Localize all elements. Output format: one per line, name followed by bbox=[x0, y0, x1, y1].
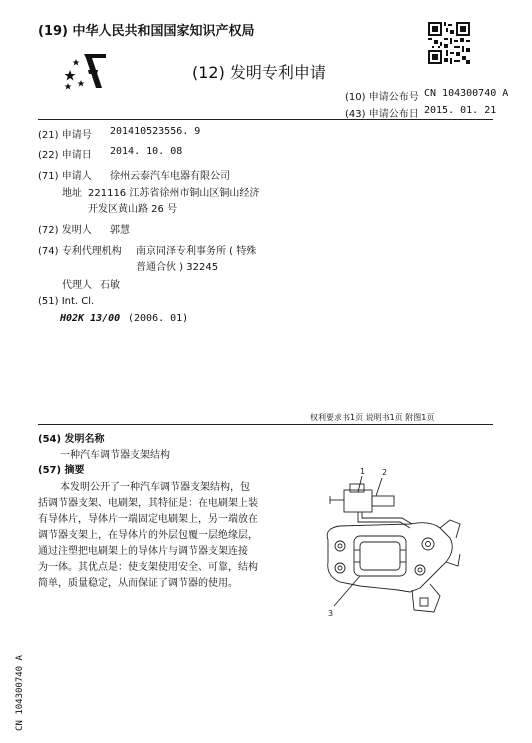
address-line-1: 221116 江苏省徐州市铜山区铜山经济 bbox=[88, 188, 260, 199]
agency-line-2: 普通合伙 ) 32245 bbox=[136, 262, 219, 273]
document-type-title: (12) 发明专利申请 bbox=[192, 63, 326, 82]
inventor-label: (72) 发明人 bbox=[38, 225, 92, 236]
application-date-label: (22) 申请日 bbox=[38, 150, 92, 161]
inventor-value: 郭慧 bbox=[110, 225, 130, 236]
header-divider bbox=[38, 119, 493, 120]
int-cl-code: H02K 13/00 bbox=[60, 313, 121, 324]
regulator-bracket-drawing bbox=[300, 458, 500, 628]
application-number-value: 201410523556. 9 bbox=[110, 126, 201, 137]
abstract-line: 通过注塑把电刷架上的导体片与调节器支架连接 bbox=[38, 546, 248, 557]
figure-label-1: 1 bbox=[360, 467, 366, 476]
agency-line-1: 南京同泽专利事务所 ( 特殊 bbox=[136, 246, 257, 257]
abstract-line: 本发明公开了一种汽车调节器支架结构，包 bbox=[60, 482, 250, 493]
abstract-line: 括调节器支架、电刷架，其特征是：在电刷架上装 bbox=[38, 498, 258, 509]
application-date-value: 2014. 10. 08 bbox=[110, 146, 183, 157]
abstract-line: 为一体。其优点是：使支架使用安全、可靠，结构 bbox=[38, 562, 258, 573]
section-divider bbox=[38, 424, 493, 425]
figure-label-3: 3 bbox=[328, 609, 334, 618]
publication-date-label: (43) 申请公布日 bbox=[345, 109, 419, 120]
int-cl-date: (2006. 01) bbox=[128, 313, 189, 324]
publication-number-value: CN 104300740 A bbox=[424, 88, 509, 99]
side-publication-number: CN 104300740 A bbox=[15, 655, 25, 731]
abstract-line: 有导体片，导体片一端固定电刷架上，另一端放在 bbox=[38, 514, 258, 525]
figure-label-2: 2 bbox=[382, 468, 388, 477]
qr-code-icon bbox=[428, 22, 470, 64]
invention-title-value: 一种汽车调节器支架结构 bbox=[60, 450, 170, 461]
abstract-label: (57) 摘要 bbox=[38, 465, 85, 476]
agency-label: (74) 专利代理机构 bbox=[38, 246, 122, 257]
publication-number-label: (10) 申请公布号 bbox=[345, 92, 419, 103]
publication-date-value: 2015. 01. 21 bbox=[424, 105, 497, 116]
cnipa-emblem-icon bbox=[62, 50, 110, 92]
application-number-label: (21) 申请号 bbox=[38, 130, 92, 141]
int-cl-label: (51) Int. Cl. bbox=[38, 296, 95, 307]
address-line-2: 开发区黄山路 26 号 bbox=[88, 204, 178, 215]
applicant-label: (71) 申请人 bbox=[38, 171, 92, 182]
agent-value: 石敏 bbox=[100, 280, 120, 291]
abstract-line: 调节器支架上，在导体片的外层包覆一层绝缘层， bbox=[38, 530, 258, 541]
invention-title-label: (54) 发明名称 bbox=[38, 434, 105, 445]
applicant-value: 徐州云泰汽车电器有限公司 bbox=[110, 171, 230, 182]
pages-summary: 权利要求书1页 说明书1页 附图1页 bbox=[310, 413, 435, 422]
address-label: 地址 bbox=[62, 188, 82, 199]
patent-office-name: (19) 中华人民共和国国家知识产权局 bbox=[38, 24, 255, 39]
agent-label: 代理人 bbox=[62, 280, 92, 291]
abstract-line: 简单，质量稳定，从而保证了调节器的使用。 bbox=[38, 578, 238, 589]
